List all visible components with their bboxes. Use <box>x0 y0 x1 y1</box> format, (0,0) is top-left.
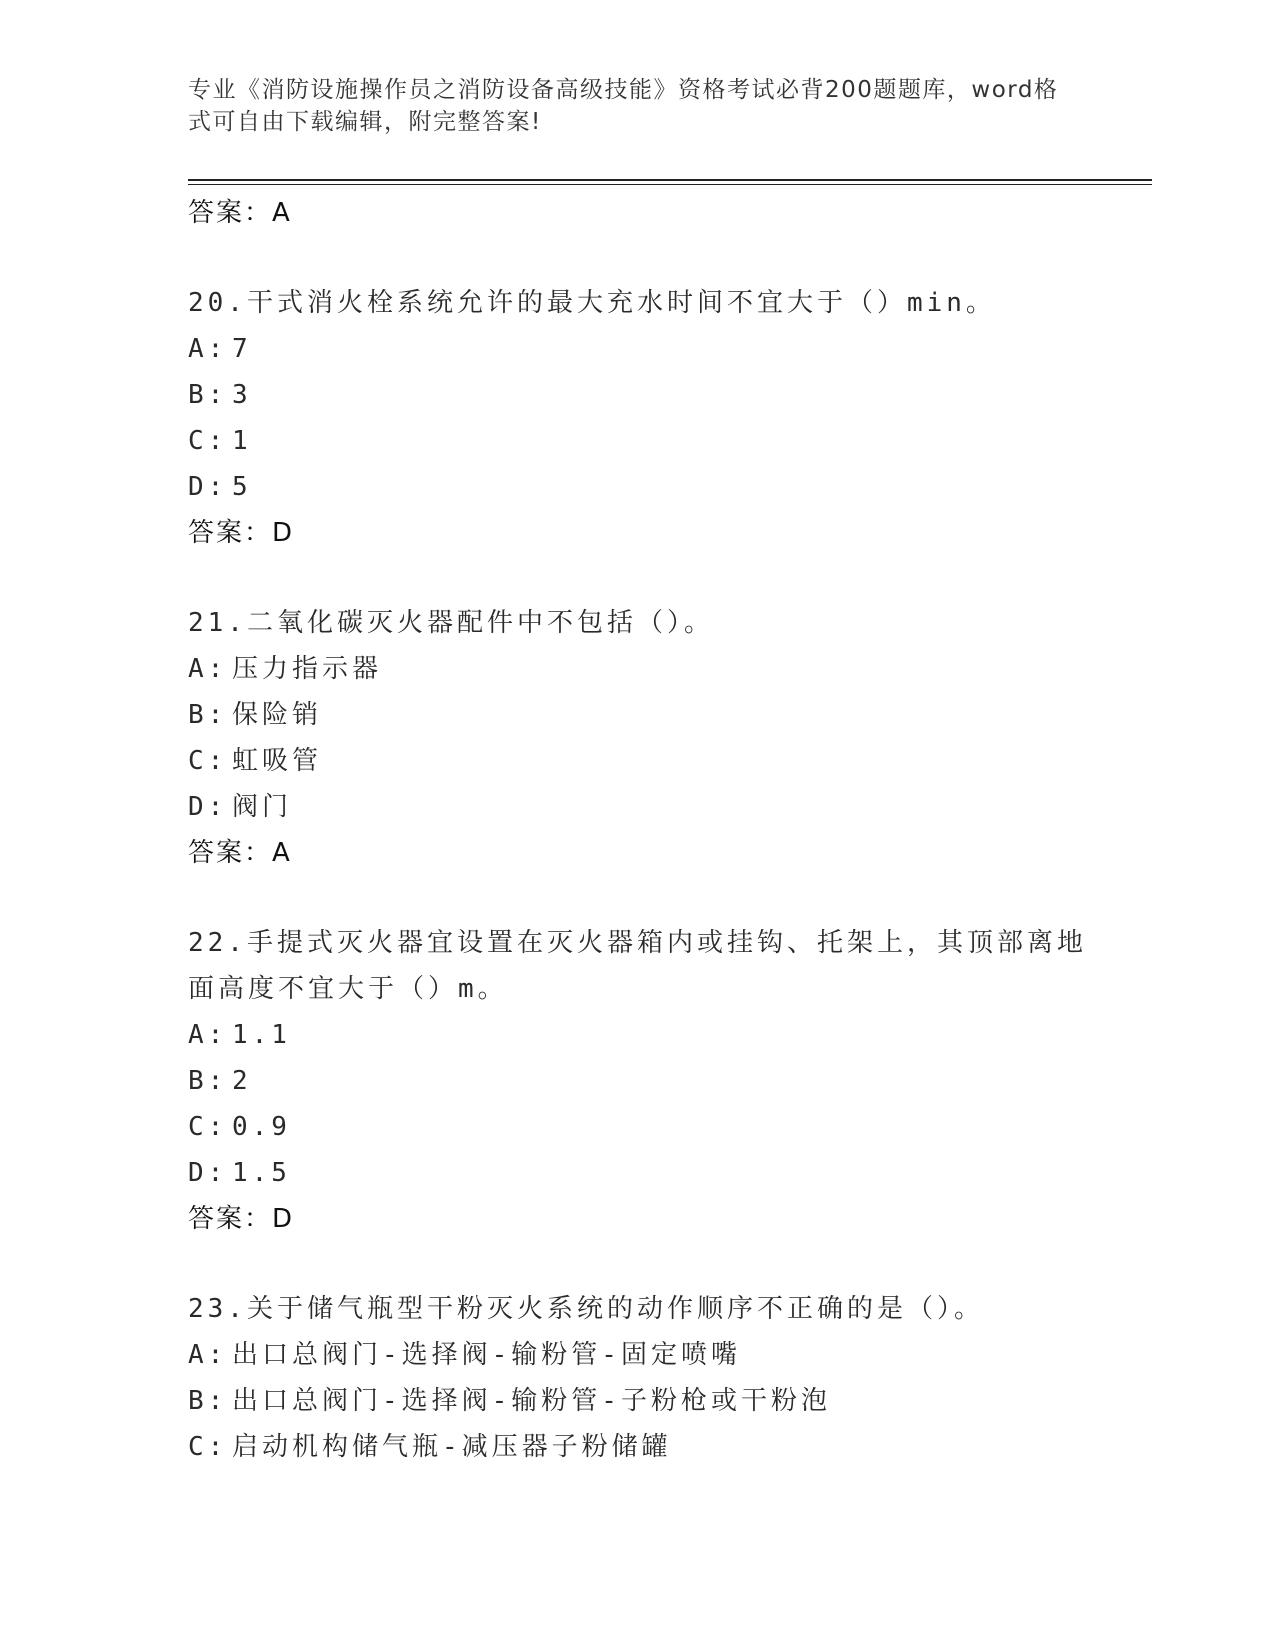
option-text: 出口总阀门-选择阀-输粉管-子粉枪或干粉泡 <box>232 1386 831 1416</box>
option-label: B: <box>188 380 228 410</box>
option-c <box>188 1424 1088 1470</box>
option-label: A: <box>188 1340 228 1370</box>
option-text: 7 <box>232 334 252 364</box>
option-label: D: <box>188 792 228 822</box>
option-text: 压力指示器 <box>232 654 383 684</box>
option-c <box>188 1104 1088 1150</box>
option-b <box>188 1058 1088 1104</box>
answer-line <box>188 510 1088 556</box>
option-text: 保险销 <box>232 700 323 730</box>
option-label: A: <box>188 654 228 684</box>
option-a <box>188 1012 1088 1058</box>
option-text: 虹吸管 <box>232 746 323 776</box>
option-label: A: <box>188 334 228 364</box>
answer-value: D <box>272 518 295 548</box>
option-label: C: <box>188 426 228 456</box>
option-b <box>188 692 1088 738</box>
option-b <box>188 372 1088 418</box>
option-text: 1.5 <box>232 1158 291 1188</box>
question-text: 22.手提式灭火器宜设置在灭火器箱内或挂钩、托架上，其顶部离地面高度不宜大于（）m。 <box>188 928 1087 1004</box>
option-label: D: <box>188 472 228 502</box>
answer-line <box>188 830 1088 876</box>
answer-value: D <box>272 1204 295 1234</box>
answer-prefix: 答案： <box>188 518 273 548</box>
question-text: 23.关于储气瓶型干粉灭火系统的动作顺序不正确的是（）。 <box>188 1294 984 1324</box>
answer-line <box>188 1196 1088 1242</box>
option-a <box>188 646 1088 692</box>
option-label: B: <box>188 700 228 730</box>
option-b <box>188 1378 1088 1424</box>
option-label: C: <box>188 1432 228 1462</box>
option-c <box>188 418 1088 464</box>
option-label: B: <box>188 1386 228 1416</box>
option-label: C: <box>188 1112 228 1142</box>
option-text: 启动机构储气瓶-减压器子粉储罐 <box>232 1432 672 1462</box>
answer-line <box>188 190 1088 236</box>
option-text: 1 <box>232 426 252 456</box>
answer-value: A <box>272 198 292 228</box>
question-text: 20.干式消火栓系统允许的最大充水时间不宜大于（）min。 <box>188 288 996 318</box>
question-list <box>188 190 1088 1470</box>
option-text: 5 <box>232 472 252 502</box>
option-text: 1.1 <box>232 1020 291 1050</box>
option-a <box>188 1332 1088 1378</box>
header-divider-thick <box>188 179 1152 181</box>
option-c <box>188 738 1088 784</box>
answer-value: A <box>272 838 292 868</box>
answer-prefix: 答案： <box>188 838 273 868</box>
option-d <box>188 464 1088 510</box>
document-header: 专业《消防设施操作员之消防设备高级技能》资格考试必背200题题库，word格式可自由下载编辑，附完整答案! <box>188 77 1059 135</box>
header-divider-thin <box>188 184 1152 185</box>
option-text: 出口总阀门-选择阀-输粉管-固定喷嘴 <box>232 1340 741 1370</box>
answer-prefix: 答案： <box>188 1204 273 1234</box>
option-d <box>188 784 1088 830</box>
option-text: 2 <box>232 1066 252 1096</box>
answer-prefix: 答案： <box>188 198 273 228</box>
question-text: 21.二氧化碳灭火器配件中不包括（）。 <box>188 608 714 638</box>
option-a <box>188 326 1088 372</box>
option-text: 0.9 <box>232 1112 291 1142</box>
option-label: A: <box>188 1020 228 1050</box>
option-label: C: <box>188 746 228 776</box>
option-text: 3 <box>232 380 252 410</box>
option-text: 阀门 <box>232 792 293 822</box>
option-label: D: <box>188 1158 228 1188</box>
option-label: B: <box>188 1066 228 1096</box>
option-d <box>188 1150 1088 1196</box>
